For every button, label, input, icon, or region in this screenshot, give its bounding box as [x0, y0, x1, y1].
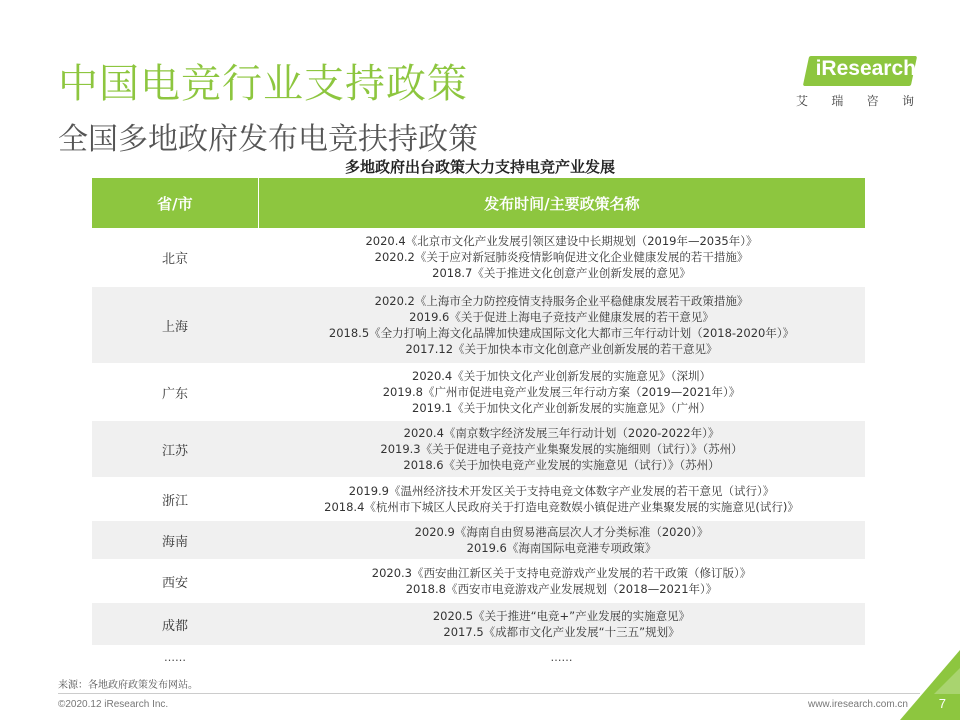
city-cell: 上海 [161, 319, 188, 335]
logo-char: 询 [901, 94, 914, 108]
city-cell: 浙江 [161, 493, 188, 509]
policy-line: 2020.4《南京数字经济发展三年行动计划（2020-2022年）》 [403, 426, 720, 440]
logo-char: 咨 [866, 94, 879, 108]
policy-line: 2018.5《全力打响上海文化品牌加快建成国际文化大都市三年行动计划（2018-2020年）》 [328, 326, 795, 340]
policy-line: 2018.7《关于推进文化创意产业创新发展的意见》 [432, 266, 691, 280]
logo-char: 艾 [796, 94, 809, 108]
table-row [92, 364, 865, 421]
policy-line: 2019.3《关于促进电子竞技产业集聚发展的实施细则（试行）》（苏州） [380, 442, 743, 456]
policy-line: 2020.4《关于加快文化产业创新发展的实施意见》（深圳） [412, 369, 711, 383]
footer-divider [58, 693, 920, 694]
policy-line: 2018.8《西安市电竞游戏产业发展规划（2018—2021年）》 [405, 582, 718, 596]
policy-cell [258, 287, 865, 363]
city-cell: 广东 [161, 386, 188, 402]
table-row [92, 228, 865, 287]
policy-cell [258, 603, 865, 645]
table-row [92, 560, 865, 603]
table-header [92, 178, 865, 228]
policy-line: 2017.5《成都市文化产业发展“十三五”规划》 [443, 625, 680, 639]
policy-line: 2020.3《西安曲江新区关于支持电竞游戏产业发展的若干政策（修订版）》 [371, 566, 752, 580]
copyright: ©2020.12 iResearch Inc. [58, 699, 169, 710]
policy-cell [258, 228, 865, 286]
table-ellipsis-row [92, 646, 865, 668]
policy-cell [258, 478, 865, 520]
city-cell: 海南 [161, 534, 188, 550]
policy-line: 2019.6《海南国际电竞港专项政策》 [466, 541, 657, 555]
logo-chinese [796, 92, 914, 109]
policy-line: 2018.6《关于加快电竞产业发展的实施意见（试行）》（苏州） [403, 458, 720, 472]
page-title: 中国电竞行业支持政策 [58, 61, 468, 107]
page-number: 7 [938, 696, 946, 711]
policy-table [92, 178, 865, 668]
table-row [92, 521, 865, 560]
city-cell: 西安 [161, 575, 188, 591]
corner-decoration [900, 650, 960, 720]
header-policy: 发布时间/主要政策名称 [484, 194, 640, 213]
policy-line: 2019.6《关于促进上海电子竞技产业健康发展的若干意见》 [409, 310, 714, 324]
policy-cell [258, 560, 865, 602]
logo-wordmark: iResearch [815, 57, 916, 80]
city-cell: 成都 [161, 618, 188, 634]
policy-line: 2017.12《关于加快本市文化创意产业创新发展的若干意见》 [405, 342, 718, 356]
iresearch-logo [792, 48, 918, 110]
policy-line: 2020.5《关于推进“电竞+”产业发展的实施意见》 [432, 609, 691, 623]
city-cell: 江苏 [161, 443, 188, 459]
header-city: 省/市 [92, 178, 259, 228]
policy-line: 2020.2《关于应对新冠肺炎疫情影响促进文化企业健康发展的若干措施》 [374, 250, 749, 264]
table-title: 多地政府出台政策大力支持电竞产业发展 [344, 158, 615, 176]
table-row [92, 603, 865, 646]
policy-cell [258, 521, 865, 559]
logo-char: 瑞 [831, 94, 844, 108]
policy-line: 2020.2《上海市全力防控疫情支持服务企业平稳健康发展若干政策措施》 [374, 294, 749, 308]
website-url: www.iresearch.com.cn [807, 699, 908, 710]
policy-line: 2019.8《广州市促进电竞产业发展三年行动方案（2019—2021年）》 [382, 385, 741, 399]
table-row [92, 287, 865, 364]
source-note: 来源：各地政府政策发布网站。 [58, 680, 198, 691]
policy-line: 2019.9《温州经济技术开发区关于支持电竞文体数字产业发展的若干意见（试行）》 [348, 484, 775, 498]
ellipsis-policy: …… [550, 650, 573, 664]
policy-line: 2019.1《关于加快文化产业创新发展的实施意见》（广州） [412, 401, 711, 415]
policy-cell [258, 421, 865, 477]
table-body [92, 228, 865, 646]
policy-line: 2020.9《海南自由贸易港高层次人才分类标准（2020）》 [414, 525, 709, 539]
ellipsis-city: …… [164, 650, 186, 664]
city-cell: 北京 [161, 251, 188, 267]
table-row [92, 421, 865, 478]
page-subtitle: 全国多地政府发布电竞扶持政策 [58, 122, 478, 157]
policy-cell [258, 364, 865, 420]
table-row [92, 478, 865, 521]
policy-line: 2020.4《北京市文化产业发展引领区建设中长期规划（2019年—2035年）》 [365, 234, 758, 248]
policy-line: 2018.4《杭州市下城区人民政府关于打造电竞数娱小镇促进产业集聚发展的实施意见(试行)》 [324, 500, 799, 514]
